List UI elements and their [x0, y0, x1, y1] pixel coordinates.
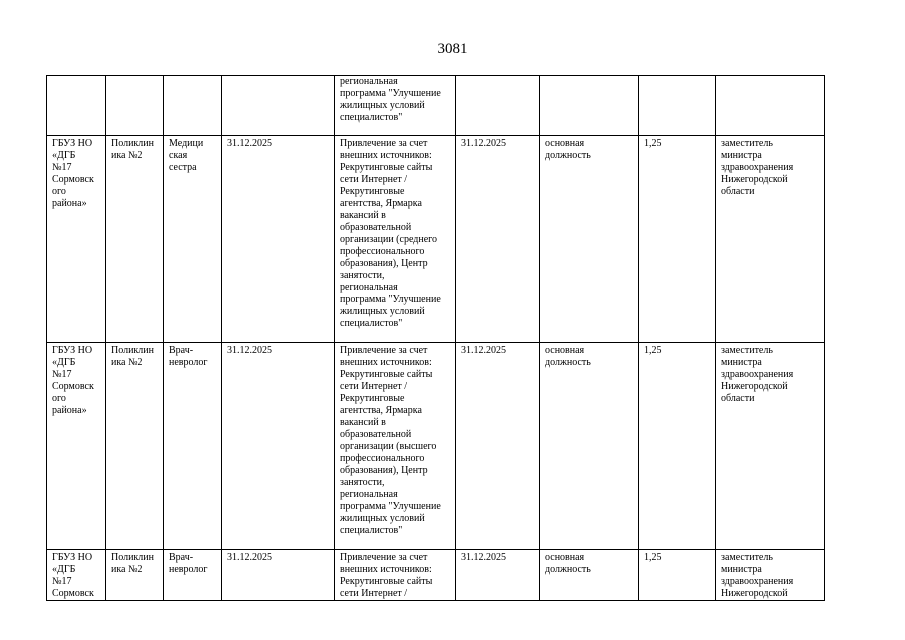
cell-organization: ГБУЗ НО «ДГБ №17 Сормовск ого района» [47, 136, 106, 343]
cell-date: 31.12.2025 [456, 550, 540, 601]
cell-unit: Поликлин ика №2 [106, 136, 164, 343]
cell-rate: 1,25 [639, 550, 716, 601]
cell-deadline: 31.12.2025 [222, 550, 335, 601]
cell-date: 31.12.2025 [456, 343, 540, 550]
cell-unit [106, 76, 164, 136]
cell-deadline: 31.12.2025 [222, 343, 335, 550]
cell-position: Врач- невролог [164, 343, 222, 550]
table-row [47, 76, 825, 136]
cell-date: 31.12.2025 [456, 136, 540, 343]
cell-position-type: основная должность [540, 550, 639, 601]
cell-measures: Привлечение за счет внешних источников: Рекрутинговые сайты сети Интернет / Рекрутинговые агентства, Ярмарка вакансий в образовательной организации (высшего профессионального образования), Центр занятости, региональная программа "Улучшение жилищных условий специалистов" [335, 343, 456, 550]
cell-position-type: основная должность [540, 136, 639, 343]
cell-position [164, 76, 222, 136]
cell-responsible [716, 76, 825, 136]
cell-measures: Привлечение за счет внешних источников: Рекрутинговые сайты сети Интернет / [335, 550, 456, 601]
cell-deadline: 31.12.2025 [222, 136, 335, 343]
cell-date [456, 76, 540, 136]
cell-responsible: заместитель министра здравоохранения Нижегородской области [716, 136, 825, 343]
cell-responsible: заместитель министра здравоохранения Нижегородской области [716, 343, 825, 550]
cell-position-type: основная должность [540, 343, 639, 550]
page-number: 3081 [437, 41, 468, 57]
cell-organization: ГБУЗ НО «ДГБ №17 Сормовск [47, 550, 106, 601]
staffing-table [46, 75, 825, 601]
table-row [47, 136, 825, 343]
cell-position-type [540, 76, 639, 136]
cell-organization [47, 76, 106, 136]
cell-rate [639, 76, 716, 136]
cell-position: Медици ская сестра [164, 136, 222, 343]
table-row [47, 550, 825, 601]
cell-measures: региональная программа "Улучшение жилищных условий специалистов" [335, 76, 456, 136]
cell-deadline [222, 76, 335, 136]
cell-unit: Поликлин ика №2 [106, 550, 164, 601]
cell-responsible: заместитель министра здравоохранения Нижегородской [716, 550, 825, 601]
table-row [47, 343, 825, 550]
cell-rate: 1,25 [639, 136, 716, 343]
cell-organization: ГБУЗ НО «ДГБ №17 Сормовск ого района» [47, 343, 106, 550]
cell-measures: Привлечение за счет внешних источников: Рекрутинговые сайты сети Интернет / Рекрутинговые агентства, Ярмарка вакансий в образовательной организации (среднего профессионального образования), Центр занятости, региональная программа "Улучшение жилищных условий специалистов" [335, 136, 456, 343]
cell-unit: Поликлин ика №2 [106, 343, 164, 550]
cell-position: Врач- невролог [164, 550, 222, 601]
cell-rate: 1,25 [639, 343, 716, 550]
